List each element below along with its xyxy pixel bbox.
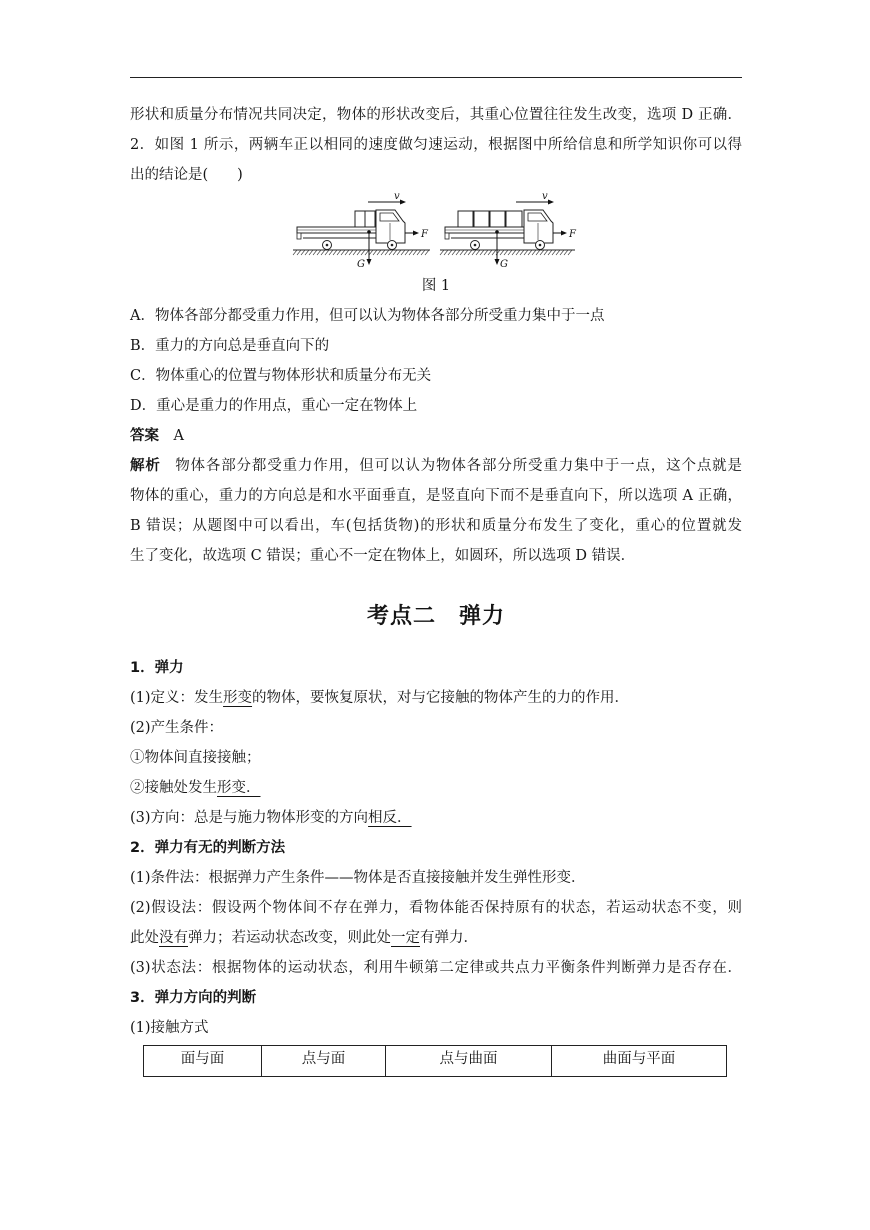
conditions-title: (2)产生条件： xyxy=(130,720,224,736)
table-header-cell: 点与面 xyxy=(262,1046,386,1077)
previous-analysis-continuation: 形状和质量分布情况共同决定，物体的形状改变后，其重心位置往往发生改变，选项 D 正确． xyxy=(130,107,742,123)
truck-rear-bumper xyxy=(297,233,301,239)
truck-rear-wheel-hub xyxy=(474,244,477,247)
option-c: C．物体重心的位置与物体形状和质量分布无关 xyxy=(130,368,432,384)
answer-label: 答案 xyxy=(130,428,159,444)
subsection-1-heading: 1．弹力 xyxy=(130,660,184,676)
question-2 xyxy=(130,130,742,571)
question-stem-line-2: 出的结论是( ) xyxy=(130,167,243,183)
velocity-arrow-head-left xyxy=(400,200,406,205)
cargo-box xyxy=(458,211,473,227)
assumption-text-b: 弹力；若运动状态改变，则此处 xyxy=(188,930,391,946)
velocity-arrow-head-right xyxy=(548,200,554,205)
force-arrow-head-right xyxy=(561,231,567,236)
condition-2-underlined: 形变． xyxy=(217,780,261,796)
definition-line xyxy=(130,683,742,713)
section-elastic-force xyxy=(130,653,742,1077)
velocity-label-right: v xyxy=(542,191,548,202)
contact-mode-table xyxy=(143,1045,727,1077)
analysis-label: 解析 xyxy=(130,458,161,474)
truck-rear-wheel-hub xyxy=(326,244,329,247)
option-b: B．重力的方向总是垂直向下的 xyxy=(130,338,330,354)
table-header-cell: 点与曲面 xyxy=(386,1046,552,1077)
cargo-box xyxy=(490,211,505,227)
table-header-cell: 面与面 xyxy=(144,1046,262,1077)
velocity-label-left: v xyxy=(394,191,400,202)
cargo-box xyxy=(506,211,522,227)
assumption-text-a: 此处 xyxy=(130,930,159,946)
condition-1: ①物体间直接接触； xyxy=(130,750,261,766)
two-trucks-diagram xyxy=(290,190,580,271)
gravity-label-left: G xyxy=(357,259,365,270)
analysis-line-2: 物体的重心，重力的方向总是和水平面垂直，是竖直向下而不是垂直向下，所以选项 A 正确， xyxy=(130,488,742,504)
analysis-line-1 xyxy=(130,451,742,481)
option-d: D．重心是重力的作用点，重心一定在物体上 xyxy=(130,398,418,414)
definition-post: 的物体，要恢复原状，对与它接触的物体产生的力的作用． xyxy=(252,690,630,706)
gravity-label-right: G xyxy=(500,259,508,270)
condition-method: (1)条件法：根据弹力产生条件——物体是否直接接触并发生弹性形变． xyxy=(130,870,586,886)
analysis-line-4: 生了变化，故选项 C 错误；重心不一定在物体上，如圆环，所以选项 D 错误． xyxy=(130,548,636,564)
gravity-arrow-head-left xyxy=(367,259,372,265)
answer-value: A xyxy=(173,428,184,444)
condition-2 xyxy=(130,773,742,803)
truck-front-wheel-hub xyxy=(391,244,394,247)
force-label-right: F xyxy=(569,229,576,240)
state-method: (3)状态法：根据物体的运动状态，利用牛顿第二定律或共点力平衡条件判断弹力是否存在． xyxy=(130,960,742,976)
gravity-arrow-head-right xyxy=(495,259,500,265)
section-title: 考点二 弹力 xyxy=(366,604,505,629)
page-content xyxy=(130,100,742,1077)
cargo-box xyxy=(365,211,375,227)
subsection-3-heading: 3．弹力方向的判断 xyxy=(130,990,257,1006)
cargo-box xyxy=(355,211,365,227)
ground-hatch-right xyxy=(440,250,572,255)
assumption-method-line-1: (2)假设法：假设两个物体间不存在弹力，看物体能否保持原有的状态，若运动状态不变，则 xyxy=(130,900,742,916)
answer-line xyxy=(130,421,742,451)
assumption-underlined-2: 一定 xyxy=(391,930,420,946)
force-label-left: F xyxy=(421,229,428,240)
option-a: A．物体各部分都受重力作用，但可以认为物体各部分所受重力集中于一点 xyxy=(130,308,605,324)
direction-underlined: 相反． xyxy=(368,810,412,826)
table-header-row xyxy=(144,1046,727,1077)
left-truck xyxy=(297,210,405,250)
direction-line xyxy=(130,803,742,833)
truck-rear-bumper xyxy=(445,233,449,239)
definition-pre: (1)定义：发生 xyxy=(130,690,224,706)
condition-2-pre: ②接触处发生 xyxy=(130,780,217,796)
direction-pre: (3)方向：总是与施力物体形变的方向 xyxy=(130,810,369,826)
question-stem-line-1: 2．如图 1 所示，两辆车正以相同的速度做匀速运动，根据图中所给信息和所学知识你可以得 xyxy=(130,137,742,153)
figure-caption: 图 1 xyxy=(421,278,451,294)
truck-front-wheel-hub xyxy=(539,244,542,247)
cargo-box xyxy=(474,211,489,227)
force-arrow-head-left xyxy=(413,231,419,236)
subsection-2-heading: 2．弹力有无的判断方法 xyxy=(130,840,286,856)
assumption-underlined-1: 没有 xyxy=(159,930,188,946)
analysis-text: 物体各部分都受重力作用，但可以认为物体各部分所受重力集中于一点，这个点就是 xyxy=(175,458,742,474)
header-rule xyxy=(130,77,742,78)
ground-hatch-left xyxy=(293,250,429,255)
analysis-line-3: B 错误；从题图中可以看出，车(包括货物)的形状和质量分布发生了变化，重心的位置就发 xyxy=(130,518,742,534)
right-truck xyxy=(445,210,553,250)
assumption-method-line-2 xyxy=(130,923,742,953)
figure-1 xyxy=(130,190,742,271)
assumption-text-c: 有弹力． xyxy=(420,930,478,946)
contact-mode-heading: (1)接触方式 xyxy=(130,1020,209,1036)
definition-underlined: 形变 xyxy=(223,690,253,706)
table-header-cell: 曲面与平面 xyxy=(552,1046,727,1077)
